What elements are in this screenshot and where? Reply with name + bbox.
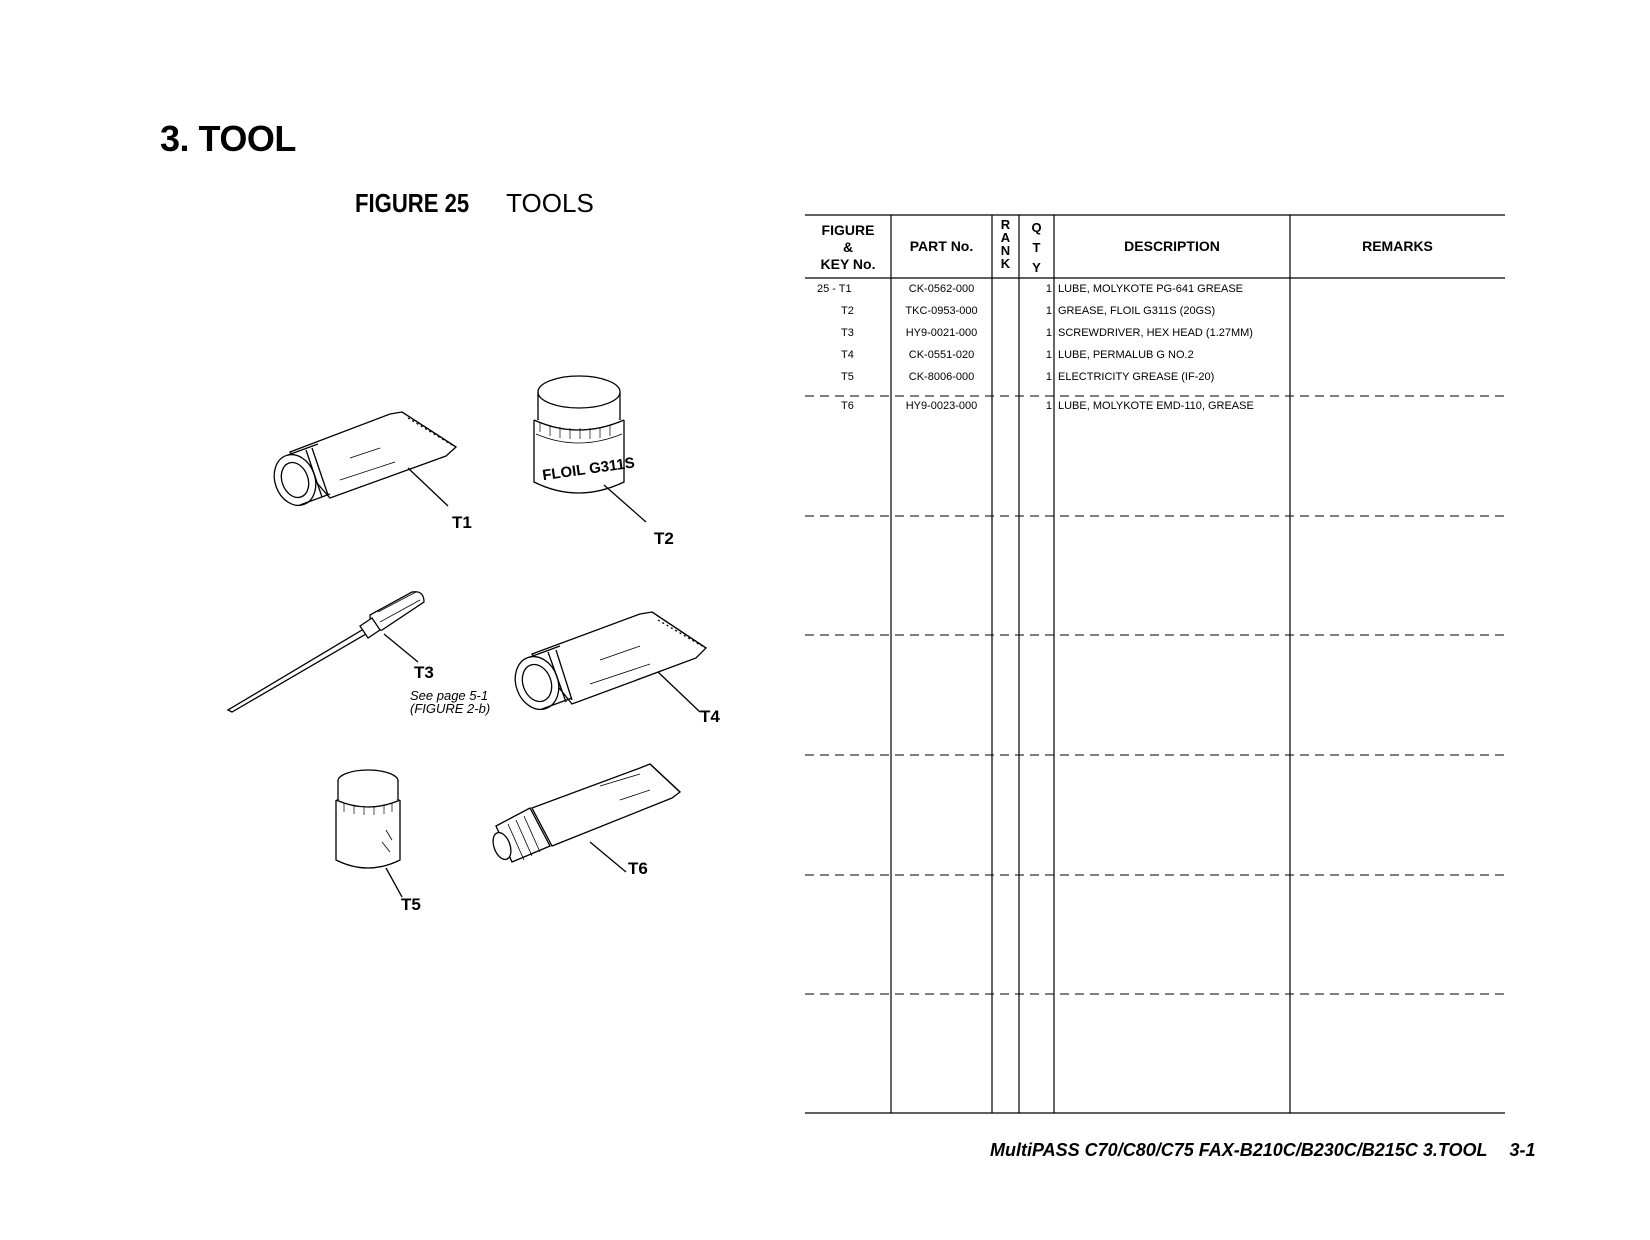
t6-tube-drawing: [490, 764, 680, 872]
row-key: T6: [841, 400, 854, 412]
row-key: T3: [841, 327, 854, 339]
header-rank: [992, 218, 1019, 270]
t5-jar-drawing: [336, 770, 402, 897]
row-qty: 1: [1045, 305, 1052, 317]
callout-t4: T4: [700, 707, 720, 726]
header-figure-key: [805, 222, 891, 273]
callout-t3: T3: [414, 663, 434, 682]
callout-t2: T2: [654, 529, 674, 548]
row-qty: 1: [1045, 349, 1052, 361]
page-footer: [990, 1140, 1536, 1161]
row-description: LUBE, MOLYKOTE EMD-110, GREASE: [1058, 400, 1254, 412]
header-qty: [1019, 218, 1054, 278]
t3-note-line1: See page 5-1: [410, 688, 489, 703]
row-part-no: CK-0551-020: [908, 349, 975, 361]
header-description: DESCRIPTION: [1124, 238, 1220, 254]
section-title: 3. TOOL: [160, 118, 296, 159]
t3-note-line2: (FIGURE 2-b): [410, 701, 491, 716]
header-figure-line3: KEY No.: [820, 256, 876, 272]
callout-t5: T5: [401, 895, 421, 914]
figure-name: TOOLS: [506, 188, 594, 218]
header-remarks: REMARKS: [1362, 238, 1433, 254]
t2-jar-drawing: [534, 376, 646, 522]
figure-label: FIGURE 25: [355, 188, 470, 218]
header-part-no: PART No.: [909, 238, 974, 254]
row-key: T4: [841, 349, 854, 361]
row-key: T5: [841, 371, 854, 383]
header-rank-r: R: [1000, 217, 1011, 232]
tools-illustration: [0, 0, 800, 1240]
row-qty: 1: [1045, 327, 1052, 339]
header-rank-a: A: [1000, 230, 1011, 245]
row-description: SCREWDRIVER, HEX HEAD (1.27MM): [1058, 327, 1253, 339]
header-figure-line1: FIGURE: [821, 222, 875, 238]
page-number: 3-1: [1509, 1140, 1536, 1160]
row-key: T2: [841, 305, 854, 317]
header-qty-t: T: [1032, 240, 1041, 255]
row-qty: 1: [1045, 283, 1052, 295]
t3-screwdriver-drawing: [228, 592, 424, 712]
t4-tube-drawing: [508, 612, 706, 716]
row-qty: 1: [1045, 371, 1052, 383]
callout-t6: T6: [628, 859, 648, 878]
header-qty-y: Y: [1032, 260, 1041, 275]
footer-title: MultiPASS C70/C80/C75 FAX-B210C/B230C/B215C 3.TOOL: [990, 1140, 1488, 1160]
row-part-no: CK-8006-000: [908, 371, 975, 383]
row-description: LUBE, MOLYKOTE PG-641 GREASE: [1058, 283, 1244, 295]
row-part-no: TKC-0953-000: [905, 305, 978, 317]
row-part-no: HY9-0023-000: [905, 400, 978, 412]
row-description: GREASE, FLOIL G311S (20GS): [1058, 305, 1216, 317]
header-qty-q: Q: [1031, 220, 1042, 235]
callout-t1: T1: [452, 513, 472, 532]
row-qty: 1: [1045, 400, 1052, 412]
header-rank-k: K: [1000, 256, 1011, 271]
header-figure-line2: &: [842, 239, 854, 255]
header-rank-n: N: [1000, 243, 1011, 258]
parts-table: [805, 214, 1505, 1114]
t1-tube-drawing: [267, 412, 456, 511]
row-description: LUBE, PERMALUB G NO.2: [1058, 349, 1194, 361]
row-key: 25 - T1: [817, 283, 852, 295]
jar-label-text: FLOIL G311S: [541, 454, 636, 485]
row-part-no: HY9-0021-000: [905, 327, 978, 339]
row-part-no: CK-0562-000: [908, 283, 975, 295]
row-description: ELECTRICITY GREASE (IF-20): [1058, 371, 1215, 383]
